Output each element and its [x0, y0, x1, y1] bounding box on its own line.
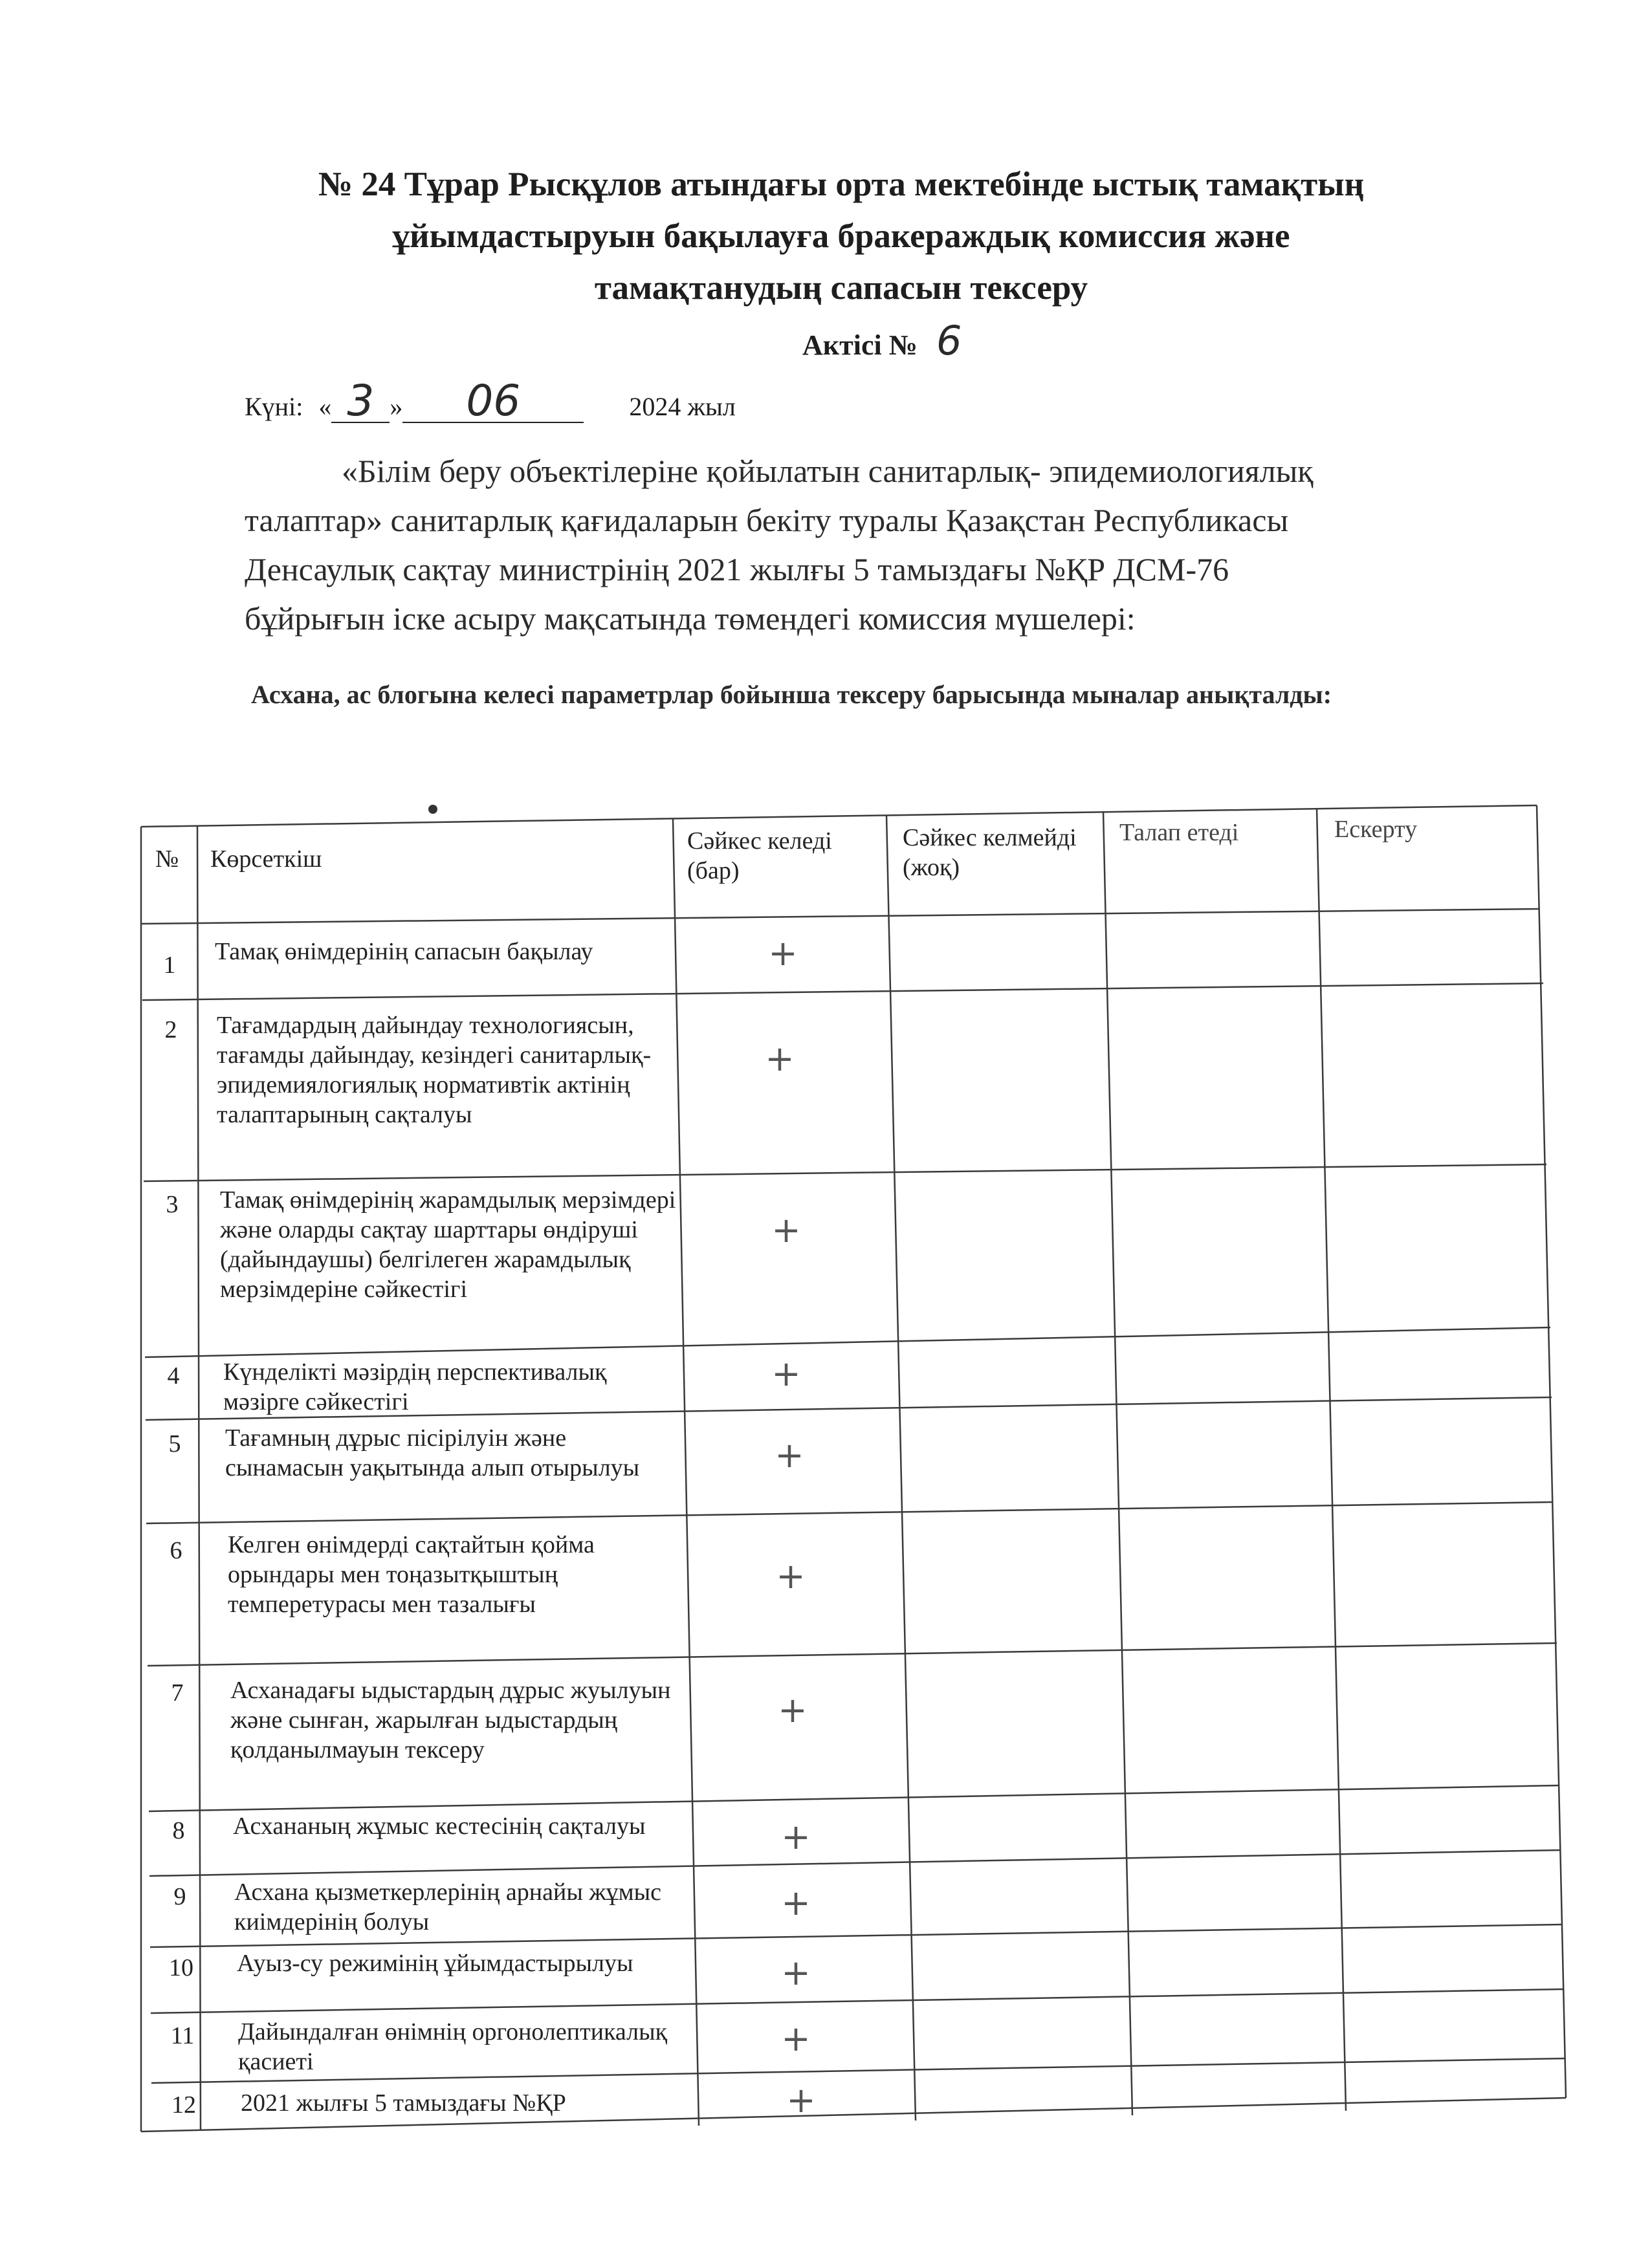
header-compliant: Сәйкес келеді (бар)	[687, 827, 832, 884]
header-note: Ескерту	[1334, 816, 1418, 843]
row-7-indicator: Асханадағы ыдыстардың дұрыс жуылуын және сынған, жарылған ыдыстардың қолданылмауын тексеру	[230, 1677, 671, 1763]
row-11-indicator: Дайындалған өнімнің оргонолептикалық қасиеті	[238, 2018, 668, 2075]
row-6-mark: +	[776, 1556, 806, 1597]
intro-line-1: «Білім беру объектілеріне қойылатын санитарлық- эпидемиологиялық	[342, 453, 1314, 489]
header-requires: Талап етеді	[1119, 819, 1239, 846]
intro-line-4: бұйрығын іске асыру мақсатында төмендегі комиссия мүшелері:	[245, 600, 1136, 637]
row-12-num: 12	[171, 2091, 196, 2119]
header-noncompliant: Сәйкес келмейді (жоқ)	[903, 824, 1077, 881]
date-label: Күні:	[245, 392, 303, 421]
date-month: 06	[466, 376, 521, 426]
row-5-mark: +	[775, 1435, 804, 1476]
row-2-mark: +	[765, 1038, 795, 1079]
row-9-mark: +	[781, 1882, 811, 1923]
row-6-num: 6	[170, 1537, 182, 1564]
row-6-indicator: Келген өнімдерді сақтайтын қойма орындары мен тоңазытқыштың темперетурасы мен тазалығы	[228, 1531, 595, 1618]
date-close-quote: »	[390, 392, 403, 421]
subheading: Асхана, ас блогына келесі параметрлар бойынша тексеру барысында мыналар анықталды:	[251, 680, 1332, 709]
row-10-indicator: Ауыз-су режимінің ұйымдастырылуы	[237, 1950, 633, 1977]
row-1-mark: +	[768, 933, 798, 974]
row-10-mark: +	[781, 1952, 811, 1993]
row-11-mark: +	[781, 2018, 811, 2059]
row-4-mark: +	[771, 1353, 801, 1394]
row-9-num: 9	[173, 1883, 186, 1910]
row-3-indicator: Тамақ өнімдерінің жарамдылық мерзімдері және оларды сақтау шарттары өндіруші (дайындаушы) белгілеген жарамдылық мерзімдеріне сәйкестігі	[220, 1186, 676, 1303]
date-open-quote: «	[318, 392, 332, 421]
row-8-mark: +	[781, 1816, 811, 1857]
row-8-num: 8	[172, 1817, 185, 1844]
row-2-indicator: Тағамдардың дайындау технологиясын, тағамды дайындау, кезіндегі санитарлық-эпидемиялогиялық нормативтік актінің талаптарының сақталуы	[217, 1012, 652, 1128]
title-line-2: ұйымдастыруын бақылауға бракераждық комиссия және	[392, 217, 1290, 255]
row-5-indicator: Тағамның дұрыс пісірілуін және сынамасын уақытында алып отырылуы	[225, 1424, 640, 1481]
row-11-num: 11	[170, 2022, 195, 2049]
row-9-indicator: Асхана қызметкерлерінің арнайы жұмыс киімдерінің болуы	[234, 1879, 662, 1935]
row-7-mark: +	[778, 1690, 808, 1730]
row-4-num: 4	[167, 1362, 180, 1390]
date-year: 2024 жыл	[629, 392, 736, 421]
row-5-num: 5	[168, 1430, 181, 1457]
row-4-indicator: Күнделікті мәзірдің перспективалық мәзірге сәйкестігі	[223, 1358, 607, 1415]
date-day: 3	[347, 376, 375, 426]
row-2-num: 2	[164, 1016, 177, 1043]
row-12-mark: +	[786, 2080, 816, 2121]
row-1-num: 1	[163, 952, 176, 979]
header-indicator: Көрсеткіш	[210, 845, 322, 873]
row-12-indicator: 2021 жылғы 5 тамыздағы №ҚР	[241, 2089, 566, 2117]
row-7-num: 7	[171, 1679, 184, 1706]
row-3-num: 3	[166, 1191, 179, 1218]
intro-line-2: талаптар» санитарлық қағидаларын бекіту туралы Қазақстан Республикасы	[245, 502, 1289, 538]
intro-line-3: Денсаулық сақтау министрінің 2021 жылғы 5 тамыздағы №ҚР ДСМ-76	[245, 551, 1229, 587]
row-8-indicator: Асхананың жұмыс кестесінің сақталуы	[233, 1813, 646, 1840]
header-num: №	[155, 845, 179, 873]
row-10-num: 10	[169, 1954, 193, 1981]
title-line-3: тамақтанудың сапасын тексеру	[594, 269, 1088, 307]
title-line-1: № 24 Тұрар Рысқұлов атындағы орта мектебінде ыстық тамақтың	[318, 166, 1365, 203]
row-3-mark: +	[771, 1210, 801, 1250]
row-1-indicator: Тамақ өнімдерінің сапасын бақылау	[215, 938, 593, 965]
act-number: 6	[936, 317, 962, 364]
act-label: Актісі №	[802, 329, 918, 361]
